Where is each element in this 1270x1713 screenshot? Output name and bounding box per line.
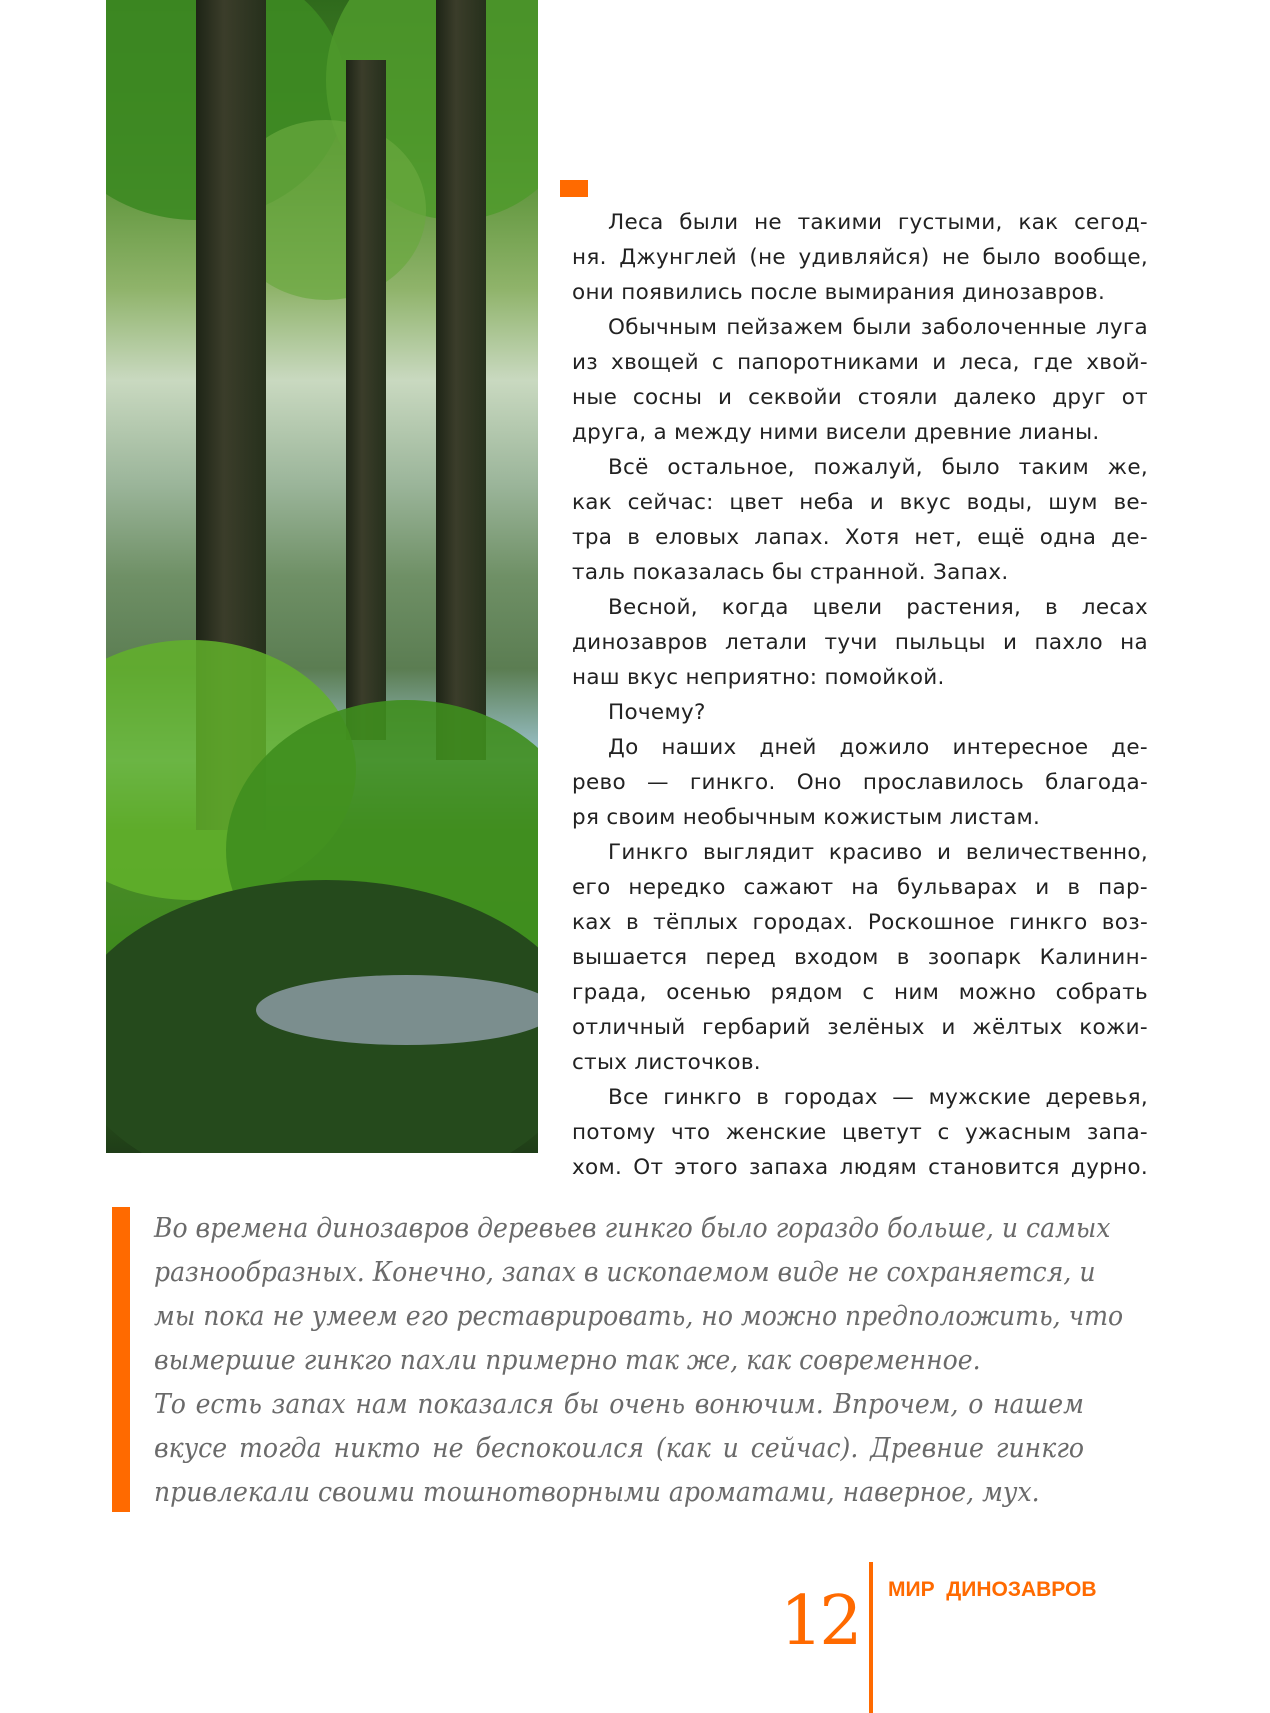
text-line: ные сосны и секвойи стояли далеко друг от xyxy=(572,385,1148,410)
text-line: ня. Джунглей (не удивляйся) не было вообще, xyxy=(572,245,1148,270)
text-line: разнообразных. Конечно, запах в ископаемом виде не сохраняется, и xyxy=(154,1257,1096,1288)
text-line: Почему? xyxy=(608,700,706,725)
accent-square xyxy=(560,180,588,197)
text-line: То есть запах нам показался бы очень вонючим. Впрочем, о нашем xyxy=(154,1389,1084,1420)
book-title: МИР ДИНОЗАВРОВ xyxy=(888,1578,1097,1601)
text-line: наш вкус неприятно: помойкой. xyxy=(572,665,945,690)
text-line: Гинкго выглядит красиво и величественно, xyxy=(608,840,1148,865)
text-line: тра в еловых лапах. Хотя нет, ещё одна де- xyxy=(572,525,1148,550)
text-line: рево — гинкго. Оно прославилось благода- xyxy=(572,770,1148,795)
text-line: Леса были не такими густыми, как сегод- xyxy=(608,210,1148,235)
text-line: из хвощей с папоротниками и леса, где хвой- xyxy=(572,350,1148,375)
text-line: Во времена динозавров деревьев гинкго было гораздо больше, и самых xyxy=(154,1213,1111,1244)
text-line: динозавров летали тучи пыльцы и пахло на xyxy=(572,630,1148,655)
text-line: До наших дней дожило интересное де- xyxy=(608,735,1148,760)
text-line: хом. От этого запаха людям становится дурно. xyxy=(572,1155,1148,1180)
text-line: потому что женские цветут с ужасным запа- xyxy=(572,1120,1148,1145)
text-line: ря своим необычным кожистым листам. xyxy=(572,805,1041,830)
text-line: они появились после вымирания динозавров. xyxy=(572,280,1106,305)
text-line: привлекали своими тошнотворными ароматами, наверное, мух. xyxy=(154,1477,1040,1508)
quote-accent-bar xyxy=(112,1207,130,1512)
footer-divider xyxy=(869,1562,873,1713)
text-line: друга, а между ними висели древние лианы. xyxy=(572,420,1100,445)
text-line: Все гинкго в городах — мужские деревья, xyxy=(608,1085,1148,1110)
body-text xyxy=(572,205,1148,1185)
text-line: Весной, когда цвели растения, в лесах xyxy=(608,595,1148,620)
text-line: отличный гербарий зелёных и жёлтых кожи- xyxy=(572,1015,1148,1040)
page-number: 12 xyxy=(780,1582,859,1661)
text-line: его нередко сажают на бульварах и в пар- xyxy=(572,875,1148,900)
text-line: вымершие гинкго пахли примерно так же, как современное. xyxy=(154,1345,981,1376)
text-line: как сейчас: цвет неба и вкус воды, шум ве- xyxy=(572,490,1148,515)
text-line: ках в тёплых городах. Роскошное гинкго воз- xyxy=(572,910,1148,935)
text-line: града, осенью рядом с ним можно собрать xyxy=(572,980,1148,1005)
forest-illustration xyxy=(106,0,538,1153)
sidebar-quote xyxy=(154,1207,1154,1515)
text-line: стых листочков. xyxy=(572,1050,761,1075)
text-line: Всё остальное, пожалуй, было таким же, xyxy=(608,455,1148,480)
text-line: вышается перед входом в зоопарк Калинин- xyxy=(572,945,1148,970)
text-line: таль показалась бы странной. Запах. xyxy=(572,560,1009,585)
text-line: Обычным пейзажем были заболоченные луга xyxy=(608,315,1148,340)
text-line: вкусе тогда никто не беспокоился (как и сейчас). Древние гинкго xyxy=(154,1433,1084,1464)
text-line: мы пока не умеем его реставрировать, но можно предположить, что xyxy=(154,1301,1124,1332)
